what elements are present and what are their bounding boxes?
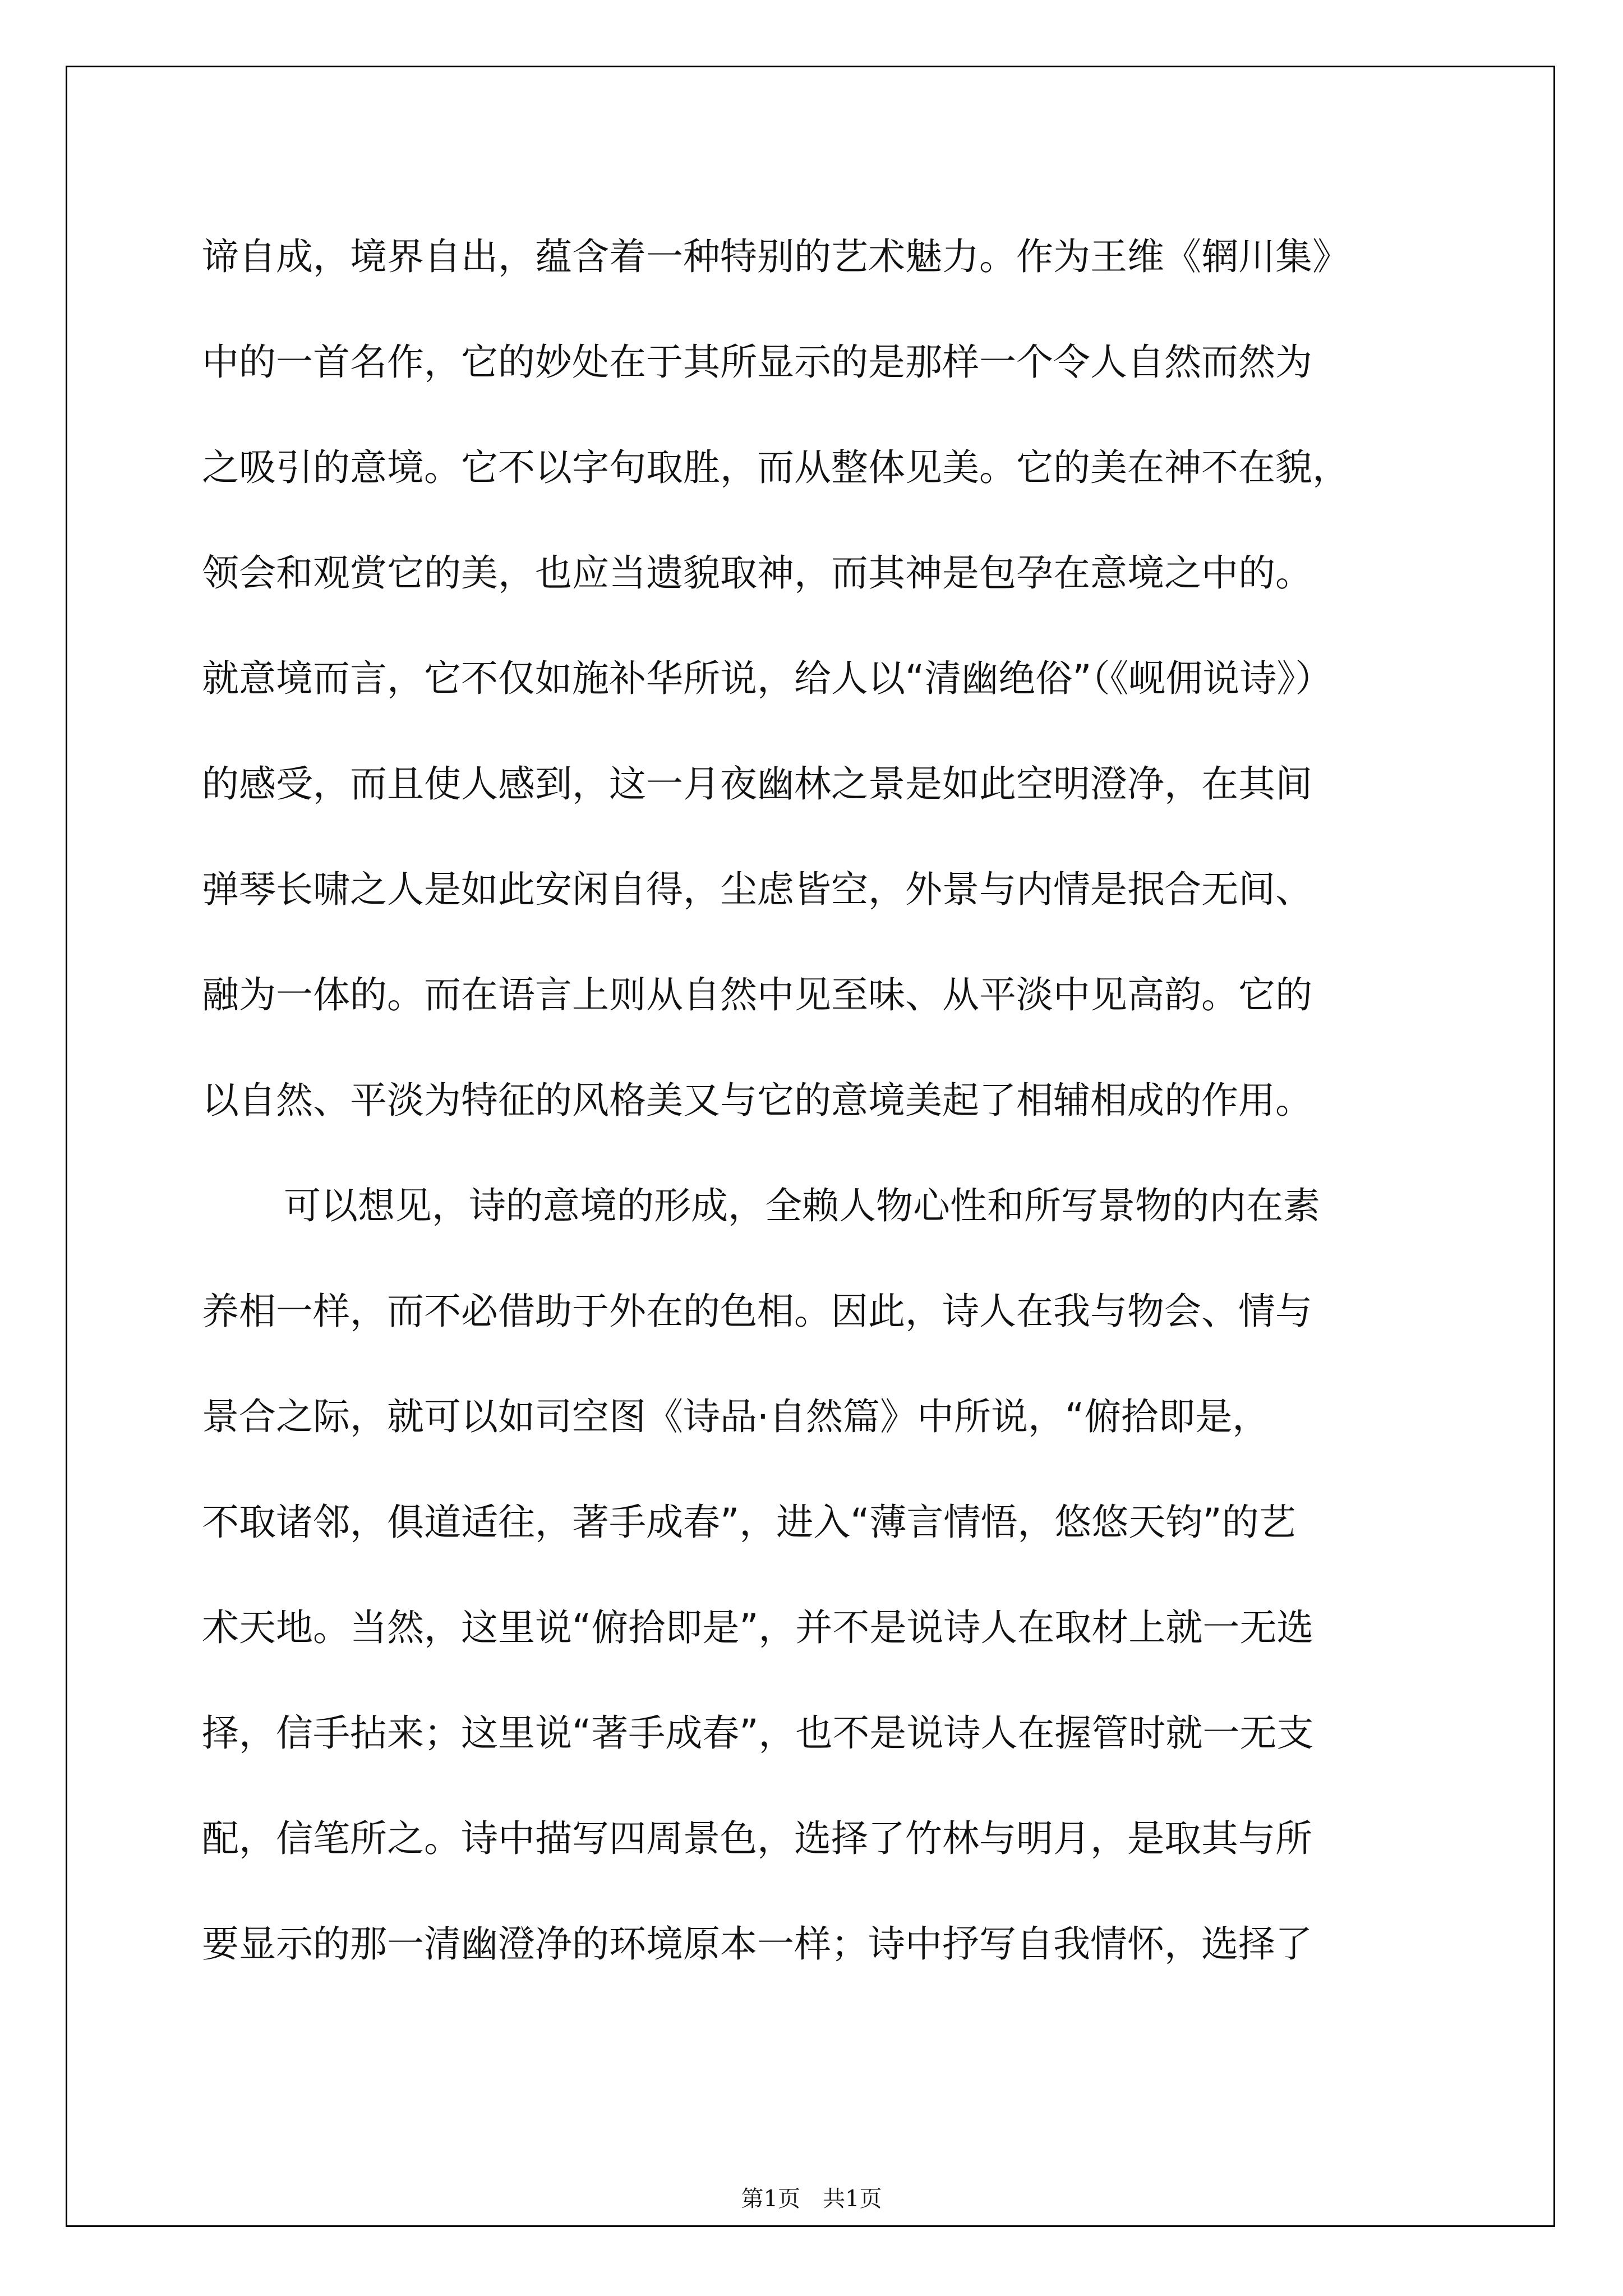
text-line-12: 景合之际，就可以如司空图《诗品·自然篇》中所说，“俯拾即是， <box>202 1395 1270 1438</box>
page-number-footer: 第1页 共1页 <box>741 2186 882 2212</box>
text-line-5: 就意境而言，它不仅如施补华所说，给人以“清幽绝俗”（《岘佣说诗》） <box>202 657 1332 700</box>
text-line-17: 要显示的那一清幽澄净的环境原本一样；诗中抒写自我情怀，选择了 <box>202 1922 1312 1966</box>
text-line-14: 术天地。当然，这里说“俯拾即是”，并不是说诗人在取材上就一无选 <box>202 1606 1314 1649</box>
text-line-3: 之吸引的意境。它不以字句取胜，而从整体见美。它的美在神不在貌， <box>202 446 1349 489</box>
text-line-8: 融为一体的。而在语言上则从自然中见至味、从平淡中见高韵。它的 <box>202 973 1312 1016</box>
text-line-1: 谛自成，境界自出，蕴含着一种特别的艺术魅力。作为王维《辋川集》 <box>202 235 1349 278</box>
text-line-4: 领会和观赏它的美，也应当遗貌取神，而其神是包孕在意境之中的。 <box>202 551 1312 595</box>
text-line-6: 的感受，而且使人感到，这一月夜幽林之景是如此空明澄净，在其间 <box>202 762 1312 806</box>
text-line-2: 中的一首名作，它的妙处在于其所显示的是那样一个令人自然而然为 <box>202 341 1312 384</box>
text-line-7: 弹琴长啸之人是如此安闲自得，尘虑皆空，外景与内情是抿合无间、 <box>202 868 1312 911</box>
text-line-15: 择，信手拈来；这里说“著手成春”，也不是说诗人在握管时就一无支 <box>202 1711 1314 1755</box>
text-line-10: 可以想见，诗的意境的形成，全赖人物心性和所写景物的内在素 <box>284 1184 1320 1227</box>
text-line-13: 不取诸邻，俱道适往，著手成春”，进入“薄言情悟，悠悠天钧”的艺 <box>202 1501 1296 1544</box>
text-line-11: 养相一样，而不必借助于外在的色相。因此，诗人在我与物会、情与 <box>202 1290 1312 1333</box>
document-body <box>202 204 1424 1997</box>
text-line-16: 配，信笔所之。诗中描写四周景色，选择了竹林与明月，是取其与所 <box>202 1817 1312 1860</box>
text-line-9: 以自然、平淡为特征的风格美又与它的意境美起了相辅相成的作用。 <box>202 1079 1312 1122</box>
